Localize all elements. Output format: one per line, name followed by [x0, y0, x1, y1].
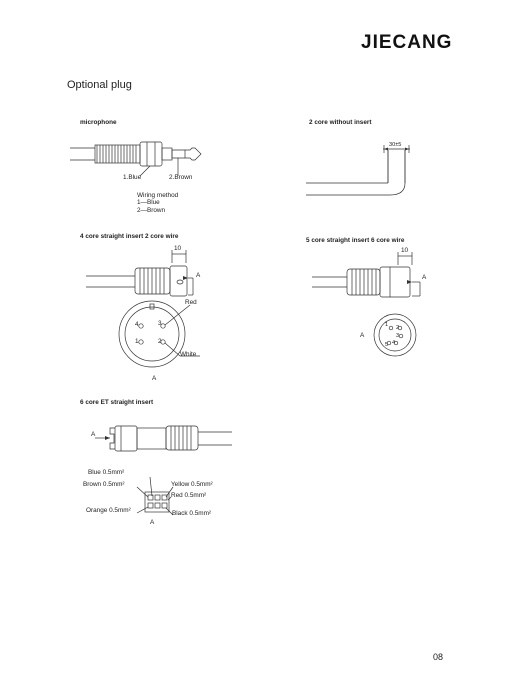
six-core-yellow-label: Yellow 0.5mm²	[171, 481, 213, 488]
four-core-plug-drawing	[86, 250, 200, 367]
four-core-dimension: 10	[174, 245, 182, 252]
four-core-section-label: A	[196, 272, 201, 279]
wiring-method-line-2: 2—Brown	[137, 207, 166, 214]
microphone-blue-label: 1.Blue	[123, 174, 142, 181]
six-core-bottom-label: A	[150, 519, 155, 526]
page-title: Optional plug	[67, 79, 132, 91]
four-core-pin-1: 1	[135, 338, 139, 345]
six-core-orange-label: Orange 0.5mm²	[86, 507, 131, 514]
four-core-pin-2: 2	[158, 338, 162, 345]
four-core-red-label: Red	[185, 299, 197, 306]
microphone-brown-label: 2.Brown	[169, 174, 193, 181]
five-core-pin-2: 2	[396, 325, 400, 331]
microphone-plug-drawing	[70, 142, 201, 176]
five-core-plug-drawing	[312, 252, 420, 356]
six-core-blue-label: Blue 0.5mm²	[88, 469, 125, 476]
six-core-black-label: Black 0.5mm²	[172, 510, 212, 517]
six-core-section-label: A	[91, 431, 96, 438]
brand-logo: JIECANG	[361, 32, 453, 53]
page-number: 08	[433, 652, 444, 662]
microphone-title: microphone	[80, 119, 117, 126]
four-core-bottom-label: A	[152, 375, 157, 382]
six-core-brown-label: Brown 0.5mm²	[83, 481, 125, 488]
five-core-pin-4: 4	[392, 340, 396, 346]
two-core-title: 2 core without insert	[309, 119, 372, 126]
five-core-pin-3: 3	[396, 333, 400, 339]
six-core-red-label: Red 0.5mm²	[171, 492, 207, 499]
two-core-drawing	[306, 145, 410, 195]
five-core-pin-1: 1	[385, 322, 389, 328]
four-core-white-label: White	[180, 351, 197, 358]
five-core-dimension: 10	[401, 247, 409, 254]
four-core-title: 4 core straight insert 2 core wire	[80, 233, 179, 240]
two-core-dimension: 30±5	[389, 142, 402, 148]
five-core-left-label: A	[360, 332, 365, 339]
four-core-pin-3: 3	[158, 320, 162, 327]
five-core-title: 5 core straight insert 6 core wire	[306, 237, 405, 244]
wiring-method-title: Wiring method	[137, 192, 179, 199]
six-core-title: 6 core ET straight insert	[80, 399, 154, 406]
four-core-pin-4: 4	[135, 321, 139, 328]
wiring-method-line-1: 1—Blue	[137, 199, 160, 206]
five-core-section-label: A	[422, 274, 427, 281]
five-core-pin-5: 5	[385, 342, 389, 348]
